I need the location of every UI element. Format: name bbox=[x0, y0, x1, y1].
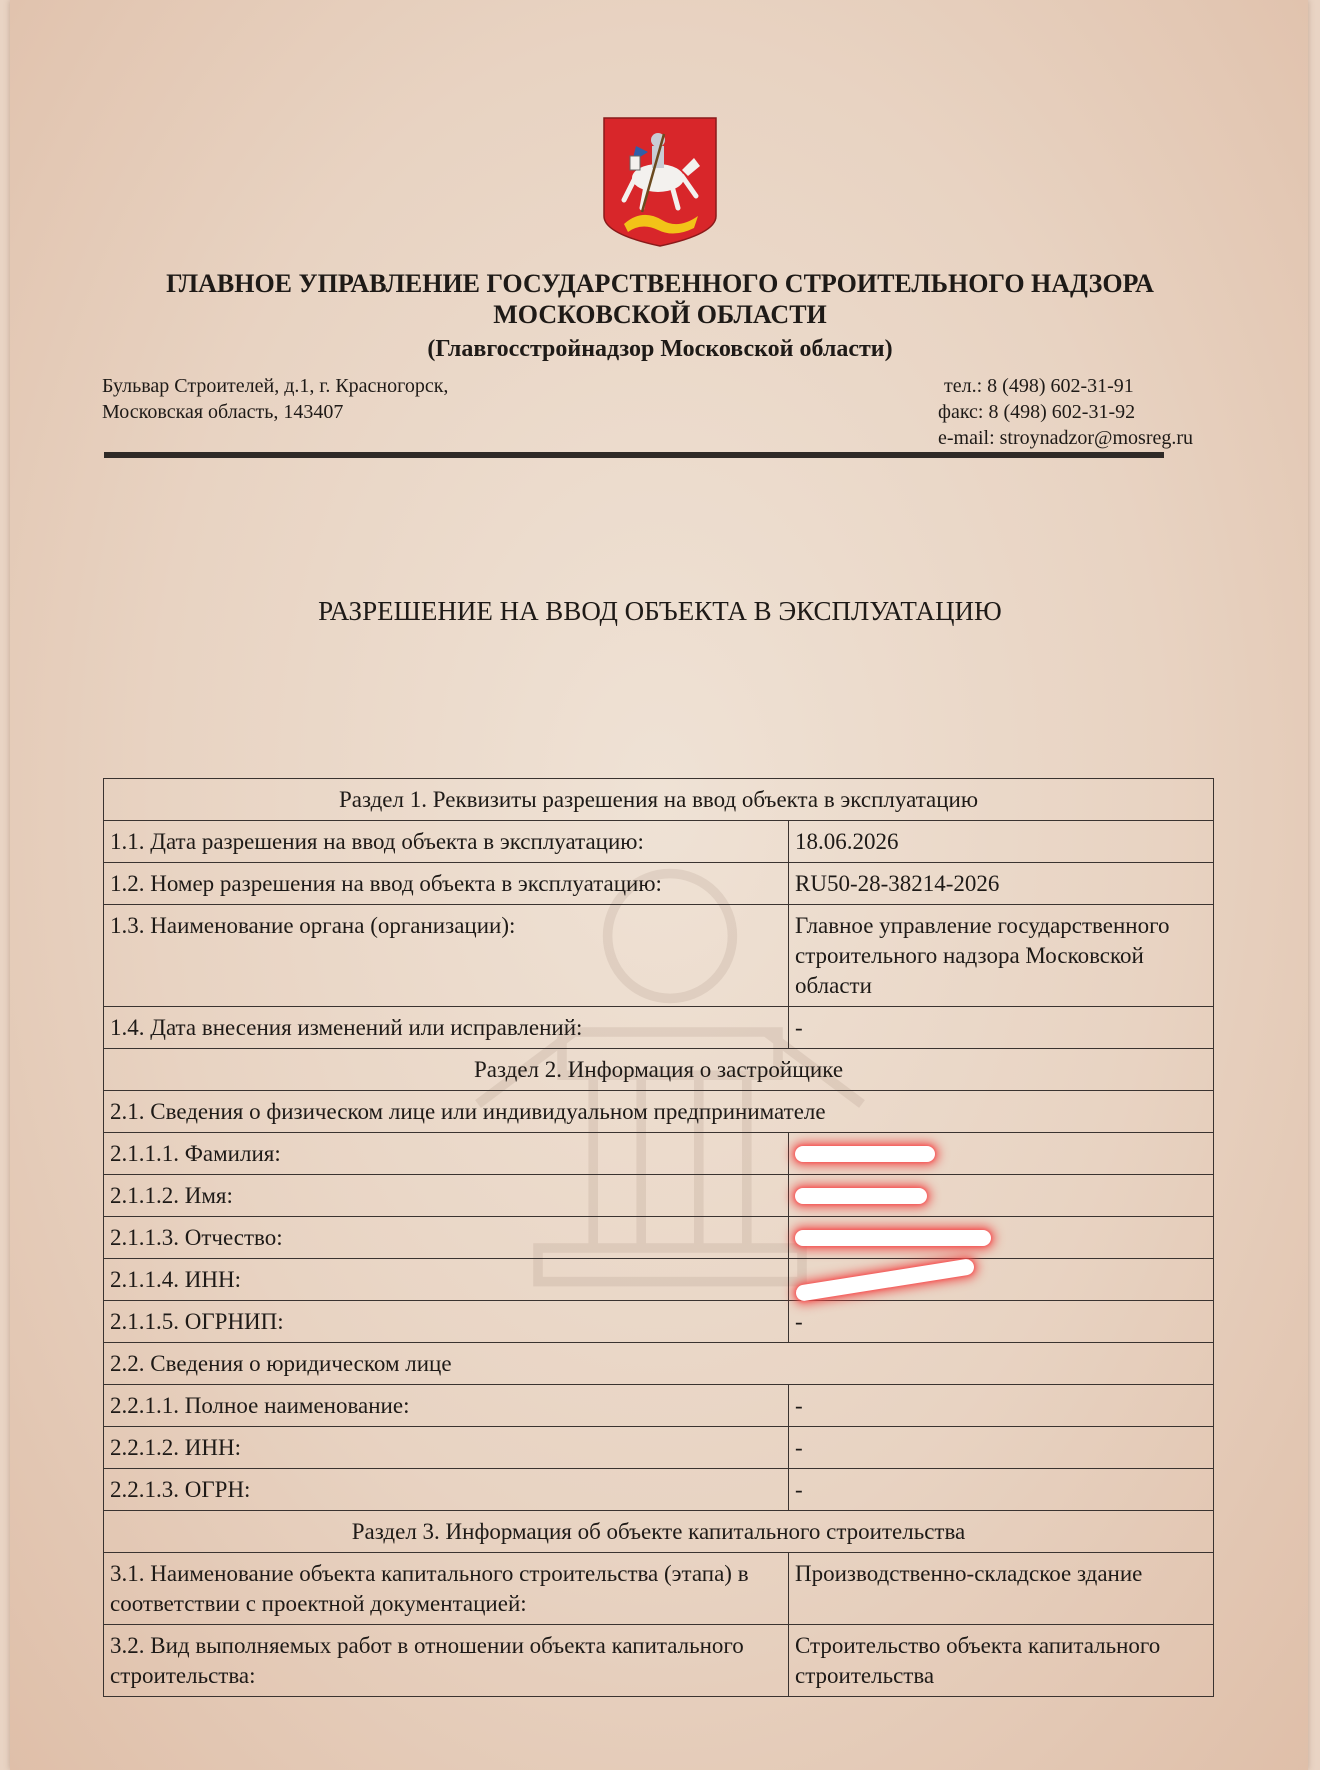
table-row bbox=[104, 779, 1214, 821]
table-row bbox=[104, 1469, 1214, 1511]
document-page bbox=[10, 0, 1308, 1770]
subsection-heading: 2.1. Сведения о физическом лице или индивидуальном предпринимателе bbox=[104, 1091, 1214, 1133]
organization-title-line1: ГЛАВНОЕ УПРАВЛЕНИЕ ГОСУДАРСТВЕННОГО СТРОИТЕЛЬНОГО НАДЗОРА bbox=[166, 269, 1154, 298]
row-label: 3.2. Вид выполняемых работ в отношении объекта капитального строительства: bbox=[104, 1625, 789, 1697]
permit-details-table bbox=[103, 778, 1214, 1697]
redaction-mark bbox=[795, 1188, 927, 1204]
phone-text: тел.: 8 (498) 602-31-91 bbox=[944, 375, 1134, 397]
row-value: - bbox=[789, 1469, 1214, 1511]
table-row bbox=[104, 1259, 1214, 1301]
subsection-heading: 2.2. Сведения о юридическом лице bbox=[104, 1343, 1214, 1385]
fax-text: факс: 8 (498) 602-31-92 bbox=[938, 401, 1136, 423]
row-value: - bbox=[789, 1385, 1214, 1427]
table-row bbox=[104, 905, 1214, 1007]
table-row bbox=[104, 1091, 1214, 1133]
row-label: 1.1. Дата разрешения на ввод объекта в эксплуатацию: bbox=[104, 821, 789, 863]
redaction-mark bbox=[795, 1146, 935, 1162]
row-value: Строительство объекта капитального строительства bbox=[789, 1625, 1214, 1697]
header-divider bbox=[104, 452, 1164, 458]
table-row bbox=[104, 1385, 1214, 1427]
table-row bbox=[104, 1133, 1214, 1175]
document-title: РАЗРЕШЕНИЕ НА ВВОД ОБЪЕКТА В ЭКСПЛУАТАЦИЮ bbox=[318, 596, 1002, 626]
table-row bbox=[104, 1007, 1214, 1049]
table-row bbox=[104, 821, 1214, 863]
table-row bbox=[104, 1343, 1214, 1385]
row-value: - bbox=[789, 1007, 1214, 1049]
table-row bbox=[104, 1217, 1214, 1259]
row-label: 2.1.1.3. Отчество: bbox=[104, 1217, 789, 1259]
section-heading: Раздел 2. Информация о застройщике bbox=[104, 1049, 1214, 1091]
organization-address bbox=[102, 373, 448, 425]
row-label: 2.1.1.4. ИНН: bbox=[104, 1259, 789, 1301]
row-label: 2.1.1.2. Имя: bbox=[104, 1175, 789, 1217]
row-label: 1.3. Наименование органа (организации): bbox=[104, 905, 789, 1007]
row-label: 2.2.1.2. ИНН: bbox=[104, 1427, 789, 1469]
organization-short-name: (Главгосстройнадзор Московской области) bbox=[427, 336, 893, 362]
row-label: 2.2.1.3. ОГРН: bbox=[104, 1469, 789, 1511]
table-row bbox=[104, 1175, 1214, 1217]
row-value: Главное управление государственного строительного надзора Московской области bbox=[789, 905, 1214, 1007]
table-row bbox=[104, 1553, 1214, 1625]
row-label: 1.4. Дата внесения изменений или исправлений: bbox=[104, 1007, 789, 1049]
row-value-redacted bbox=[789, 1217, 1214, 1259]
redaction-mark bbox=[795, 1230, 991, 1246]
row-value: - bbox=[789, 1427, 1214, 1469]
row-value: Производственно-складское здание bbox=[789, 1553, 1214, 1625]
section-heading: Раздел 1. Реквизиты разрешения на ввод объекта в эксплуатацию bbox=[104, 779, 1214, 821]
row-label: 3.1. Наименование объекта капитального строительства (этапа) в соответствии с проектной документацией: bbox=[104, 1553, 789, 1625]
table-row bbox=[104, 1301, 1214, 1343]
row-label: 2.1.1.1. Фамилия: bbox=[104, 1133, 789, 1175]
table-row bbox=[104, 1427, 1214, 1469]
row-value-redacted bbox=[789, 1133, 1214, 1175]
row-label: 1.2. Номер разрешения на ввод объекта в эксплуатацию: bbox=[104, 863, 789, 905]
row-label: 2.1.1.5. ОГРНИП: bbox=[104, 1301, 789, 1343]
moscow-oblast-coat-of-arms-icon bbox=[602, 116, 718, 248]
row-value: - bbox=[789, 1301, 1214, 1343]
table-row bbox=[104, 1625, 1214, 1697]
row-value: 18.06.2026 bbox=[789, 821, 1214, 863]
table-row bbox=[104, 1511, 1214, 1553]
address-line2: Московская область, 143407 bbox=[102, 401, 344, 423]
redaction-mark bbox=[795, 1258, 975, 1302]
table-row bbox=[104, 863, 1214, 905]
organization-title bbox=[70, 268, 1250, 330]
row-value: RU50-28-38214-2026 bbox=[789, 863, 1214, 905]
table-row bbox=[104, 1049, 1214, 1091]
email-text: e-mail: stroynadzor@mosreg.ru bbox=[938, 427, 1194, 449]
organization-title-line2: МОСКОВСКОЙ ОБЛАСТИ bbox=[493, 300, 827, 329]
address-line1: Бульвар Строителей, д.1, г. Красногорск, bbox=[102, 375, 449, 397]
row-value-redacted bbox=[789, 1175, 1214, 1217]
row-value-redacted bbox=[789, 1259, 1214, 1301]
row-label: 2.2.1.1. Полное наименование: bbox=[104, 1385, 789, 1427]
organization-contacts bbox=[938, 373, 1193, 451]
section-heading: Раздел 3. Информация об объекте капитального строительства bbox=[104, 1511, 1214, 1553]
